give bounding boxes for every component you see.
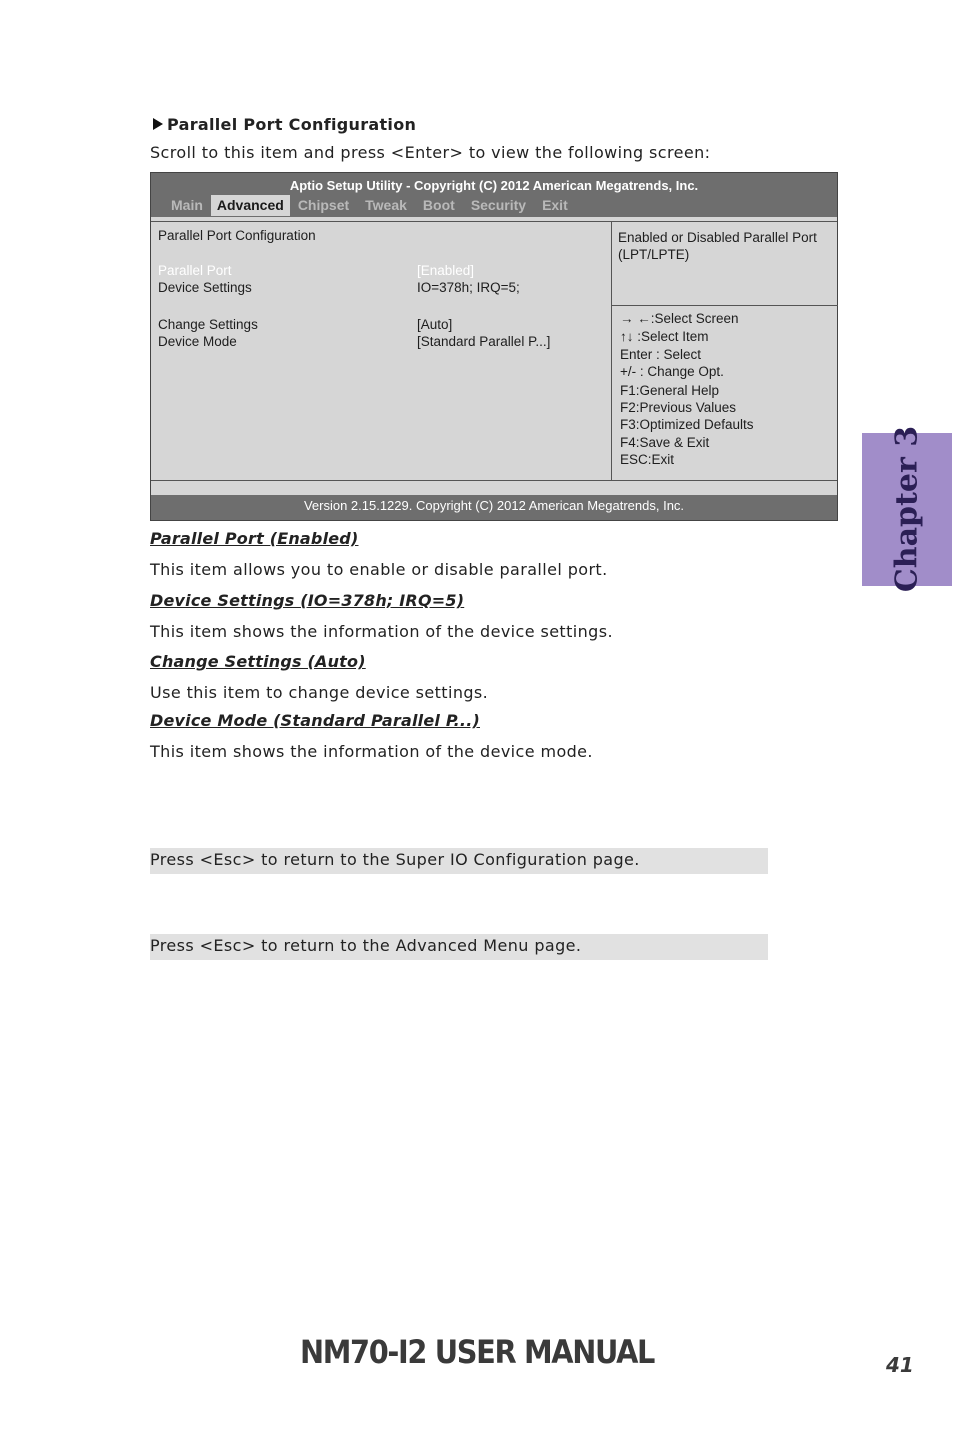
key-esc-exit: ESC:Exit (620, 452, 675, 467)
key-general-help: F1:General Help (620, 383, 720, 398)
tab-security[interactable]: Security (470, 197, 527, 213)
bios-footer-divider (151, 480, 837, 495)
setting-label-parallel-port[interactable]: Parallel Port (158, 263, 232, 278)
item-heading-device-mode: Device Mode (Standard Parallel P...) (150, 711, 480, 730)
key-select-item: ↑↓ :Select Item (620, 329, 709, 344)
key-save-exit: F4:Save & Exit (620, 435, 710, 450)
item-desc-device-mode: This item shows the information of the device mode. (150, 742, 593, 761)
chapter-tab (862, 425, 952, 593)
bios-screen (150, 172, 838, 521)
help-text-line-1: Enabled or Disabled Parallel Port (618, 230, 817, 245)
key-enter-select: Enter : Select (620, 347, 702, 362)
note-return-super-io: Press <Esc> to return to the Super IO Configuration page. (150, 848, 768, 874)
manual-title: NM70-I2 USER MANUAL (299, 1333, 655, 1371)
item-heading-device-settings: Device Settings (IO=378h; IRQ=5) (150, 591, 465, 610)
triangle-bullet-icon (153, 118, 163, 130)
bios-footer: Version 2.15.1229. Copyright (C) 2012 American Megatrends, Inc. (151, 495, 837, 520)
bios-tabs (163, 195, 576, 216)
key-previous-values: F2:Previous Values (620, 400, 737, 415)
page-number: 41 (886, 1353, 914, 1377)
item-desc-device-settings: This item shows the information of the device settings. (150, 622, 613, 641)
item-desc-change-settings: Use this item to change device settings. (150, 683, 489, 702)
bios-header (151, 173, 837, 217)
tab-exit[interactable]: Exit (542, 197, 568, 213)
chapter-tab-label: Chapter 3 (889, 425, 925, 593)
setting-label-change-settings[interactable]: Change Settings (158, 317, 258, 332)
note-return-advanced: Press <Esc> to return to the Advanced Menu page. (150, 934, 768, 960)
setting-value-change-settings[interactable]: [Auto] (417, 317, 453, 332)
bios-title: Aptio Setup Utility - Copyright (C) 2012 American Megatrends, Inc. (289, 178, 699, 193)
key-select-screen: → ←:Select Screen (620, 311, 739, 326)
item-desc-parallel-port: This item allows you to enable or disable parallel port. (150, 560, 608, 579)
section-intro: Scroll to this item and press <Enter> to view the following screen: (150, 143, 711, 162)
bios-settings-pane (151, 222, 611, 480)
section-title (153, 115, 416, 134)
key-optimized-defaults: F3:Optimized Defaults (620, 417, 754, 432)
setting-value-parallel-port[interactable]: [Enabled] (417, 263, 475, 278)
help-text-line-2: (LPT/LPTE) (618, 247, 690, 262)
item-heading-change-settings: Change Settings (Auto) (150, 652, 366, 671)
bios-page-heading: Parallel Port Configuration (158, 228, 316, 243)
setting-value-device-settings: IO=378h; IRQ=5; (417, 280, 520, 295)
tab-advanced[interactable]: Advanced (211, 195, 290, 216)
tab-main[interactable]: Main (171, 197, 203, 213)
help-text-box (612, 222, 838, 306)
tab-tweak[interactable]: Tweak (365, 197, 407, 213)
setting-label-device-settings: Device Settings (158, 280, 252, 295)
bios-help-pane (611, 222, 838, 480)
setting-value-device-mode: [Standard Parallel P...] (417, 334, 551, 349)
key-change-opt: +/- : Change Opt. (620, 364, 724, 379)
tab-chipset[interactable]: Chipset (297, 197, 350, 213)
section-title-text: Parallel Port Configuration (167, 115, 417, 134)
setting-label-device-mode: Device Mode (158, 334, 237, 349)
item-heading-parallel-port: Parallel Port (Enabled) (150, 529, 359, 548)
tab-boot[interactable]: Boot (422, 197, 455, 213)
